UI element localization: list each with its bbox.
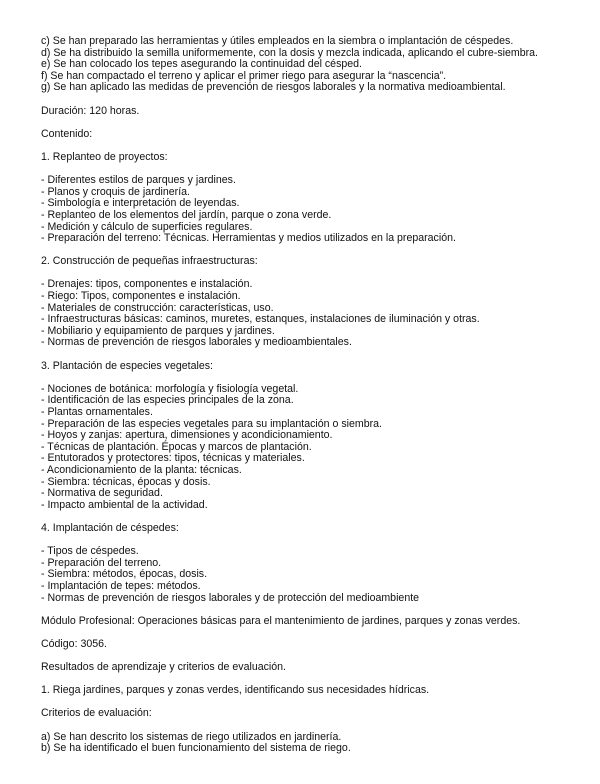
section-1 — [41, 152, 581, 245]
criterion-a: a) Se han descrito los sistemas de riego utilizados en jardinería. — [41, 730, 342, 743]
list-item: - Acondicionamiento de la planta: técnicas. — [41, 463, 242, 476]
list-item: - Preparación del terreno: Técnicas. Herramientas y medios utilizados en la preparación. — [41, 232, 456, 245]
criteria-heading: Criterios de evaluación: — [41, 707, 152, 720]
list-item: - Siembra: métodos, épocas, dosis. — [41, 568, 208, 581]
list-item: - Impacto ambiental de la actividad. — [41, 498, 208, 511]
list-item: - Normas de prevención de riesgos laborales y de protección del medioambiente — [41, 591, 420, 604]
list-item: - Nociones de botánica: morfología y fisiología vegetal. — [41, 382, 299, 395]
criterion-c: c) Se han preparado las herramientas y útiles empleados en la siembra o implantación de céspedes. — [41, 35, 514, 47]
section-title: 4. Implantación de céspedes: — [41, 521, 179, 534]
list-item: - Hoyos y zanjas: apertura, dimensiones y acondicionamiento. — [41, 429, 333, 442]
learning-results-heading: Resultados de aprendizaje y criterios de evaluación. — [41, 661, 286, 674]
list-item: - Replanteo de los elementos del jardín, parque o zona verde. — [41, 208, 332, 221]
list-item: - Técnicas de plantación. Épocas y marcos de plantación. — [41, 440, 312, 453]
list-item: - Diferentes estilos de parques y jardines. — [41, 174, 236, 187]
list-item: - Normas de prevención de riesgos laborales y medioambientales. — [41, 336, 352, 349]
section-3 — [41, 361, 581, 512]
list-item: - Materiales de construcción: características, uso. — [41, 301, 274, 314]
list-item: - Siembra: técnicas, épocas y dosis. — [41, 475, 211, 488]
list-item: - Entutorados y protectores: tipos, técnicas y materiales. — [41, 452, 305, 465]
section-title: 3. Plantación de especies vegetales: — [41, 359, 213, 372]
learning-result-1: 1. Riega jardines, parques y zonas verdes, identificando sus necesidades hídricas. — [41, 684, 430, 697]
list-item: - Mobiliario y equipamiento de parques y jardines. — [41, 324, 275, 337]
section-title: 2. Construcción de pequeñas infraestructuras: — [41, 255, 258, 268]
criterion-f: f) Se han compactado el terreno y aplicar el primer riego para asegurar la “nascencia”. — [41, 69, 447, 82]
criteria-list-bottom — [41, 732, 581, 755]
criterion-g: g) Se han aplicado las medidas de prevención de riesgos laborales y la normativa medioambiental. — [41, 81, 506, 94]
content-heading: Contenido: — [41, 127, 93, 140]
module-title: Módulo Profesional: Operaciones básicas para el mantenimiento de jardines, parques y zonas verdes. — [41, 614, 521, 627]
document-page — [41, 36, 581, 755]
list-item: - Riego: Tipos, componentes e instalación. — [41, 290, 241, 303]
list-item: - Infraestructuras básicas: caminos, muretes, estanques, instalaciones de iluminación y otras. — [41, 313, 480, 326]
list-item: - Tipos de céspedes. — [41, 545, 139, 558]
criterion-e: e) Se han colocado los tepes asegurando la continuidad del césped. — [41, 58, 362, 71]
criterion-b: b) Se ha identificado el buen funcionamiento del sistema de riego. — [41, 742, 351, 755]
module-code: Código: 3056. — [41, 637, 107, 650]
list-item: - Normativa de seguridad. — [41, 487, 163, 500]
list-item: - Medición y cálculo de superficies regulares. — [41, 220, 253, 233]
criterion-d: d) Se ha distribuido la semilla uniformemente, con la dosis y mezcla indicada, aplicando el cubre-siembra. — [41, 46, 538, 59]
list-item: - Drenajes: tipos, componentes e instalación. — [41, 278, 253, 291]
list-item: - Simbología e interpretación de leyendas. — [41, 197, 240, 210]
list-item: - Plantas ornamentales. — [41, 406, 153, 418]
criteria-list-top — [41, 36, 581, 94]
list-item: - Preparación de las especies vegetales para su implantación o siembra. — [41, 417, 382, 430]
list-item: - Preparación del terreno. — [41, 556, 162, 569]
list-item: - Implantación de tepes: métodos. — [41, 579, 201, 592]
list-item: - Planos y croquis de jardinería. — [41, 185, 190, 198]
section-title: 1. Replanteo de proyectos: — [41, 150, 168, 163]
duration-text: Duración: 120 horas. — [41, 104, 140, 117]
list-item: - Identificación de las especies principales de la zona. — [41, 394, 294, 407]
section-4 — [41, 523, 581, 604]
section-2 — [41, 256, 581, 349]
